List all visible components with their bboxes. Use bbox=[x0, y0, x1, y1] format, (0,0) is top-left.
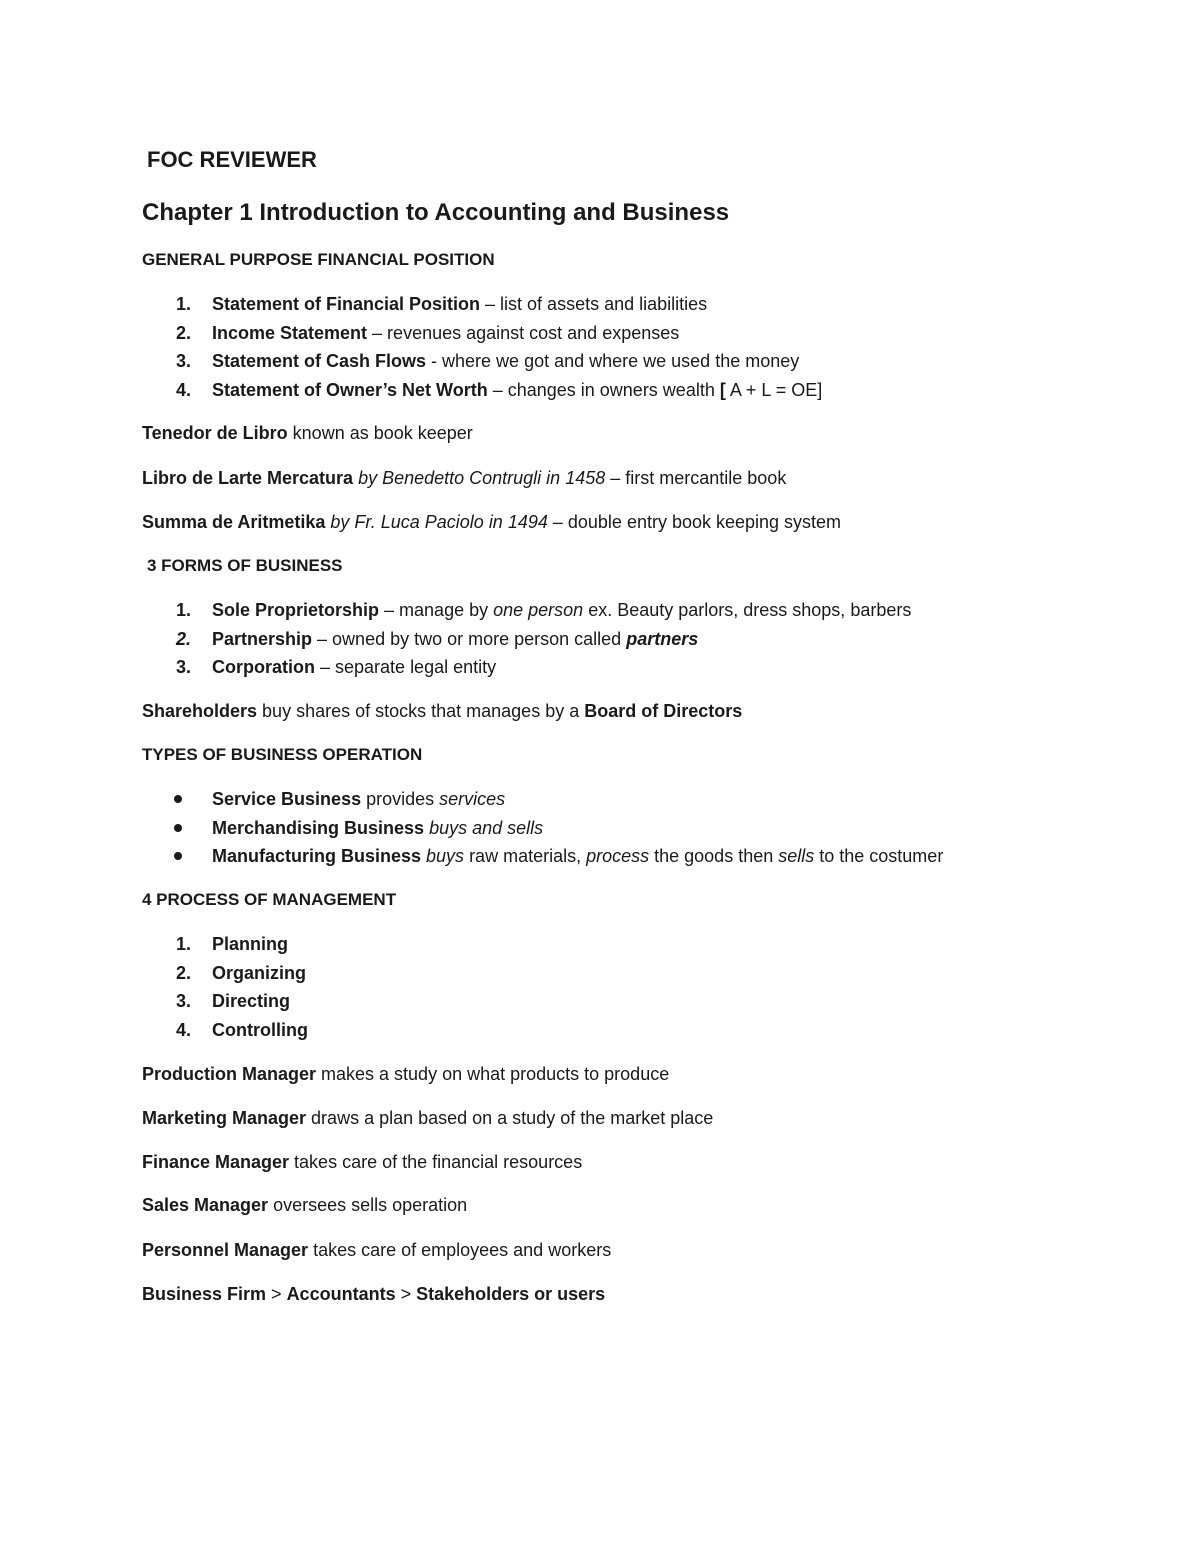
manager-term: Production Manager bbox=[142, 1064, 317, 1084]
list-number: 2. bbox=[176, 628, 192, 649]
list-item bbox=[142, 842, 943, 871]
libro-line bbox=[142, 466, 1140, 490]
operations-heading: TYPES OF BUSINESS OPERATION bbox=[142, 745, 423, 764]
list-item bbox=[142, 987, 308, 1016]
item-term: Organizing bbox=[212, 962, 306, 983]
financial-statements-list bbox=[142, 290, 822, 404]
forms-heading: 3 FORMS OF BUSINESS bbox=[147, 556, 343, 575]
item-desc: raw materials, bbox=[464, 846, 587, 866]
item-term: Manufacturing Business bbox=[212, 846, 422, 866]
tenedor-term: Tenedor de Libro bbox=[142, 423, 288, 443]
production-manager-line bbox=[142, 1062, 1140, 1086]
item-desc: – owned by two or more person called bbox=[312, 628, 627, 649]
management-process-list bbox=[142, 930, 308, 1044]
item-desc: provides bbox=[361, 789, 440, 809]
list-number: 1. bbox=[176, 934, 192, 954]
sales-manager-line bbox=[142, 1193, 1140, 1217]
item-term: Income Statement bbox=[212, 322, 368, 343]
general-purpose-heading: GENERAL PURPOSE FINANCIAL POSITION bbox=[142, 250, 495, 269]
item-term: Controlling bbox=[212, 1019, 308, 1040]
manager-term: Personnel Manager bbox=[142, 1240, 309, 1260]
list-item bbox=[142, 319, 822, 348]
list-item bbox=[142, 290, 822, 319]
list-number: 2. bbox=[176, 322, 192, 343]
libro-desc: – first mercantile book bbox=[605, 468, 787, 488]
list-number: 3. bbox=[176, 991, 192, 1011]
list-item bbox=[142, 347, 822, 376]
operations-list bbox=[142, 785, 943, 871]
list-item bbox=[142, 959, 308, 988]
item-emphasis: process bbox=[586, 846, 650, 866]
list-item bbox=[142, 785, 943, 814]
item-desc: – manage by bbox=[379, 600, 494, 620]
list-number: 1. bbox=[176, 600, 192, 620]
flow-line bbox=[142, 1282, 1140, 1306]
list-item bbox=[142, 1016, 308, 1045]
flow-business-firm: Business Firm bbox=[142, 1284, 267, 1304]
chapter-heading: Chapter 1 Introduction to Accounting and Business bbox=[142, 199, 730, 226]
flow-stakeholders: Stakeholders or users bbox=[416, 1284, 606, 1304]
item-term: Service Business bbox=[212, 789, 362, 809]
finance-manager-line bbox=[142, 1150, 1140, 1174]
summa-term: Summa de Aritmetika bbox=[142, 512, 326, 532]
management-heading: 4 PROCESS OF MANAGEMENT bbox=[142, 890, 397, 909]
item-desc: – revenues against cost and expenses bbox=[367, 322, 680, 343]
item-term: Corporation bbox=[212, 657, 315, 677]
summa-author: by Fr. Luca Paciolo in 1494 bbox=[325, 512, 548, 532]
item-desc: – separate legal entity bbox=[315, 657, 497, 677]
flow-accountants: Accountants bbox=[286, 1284, 396, 1304]
item-desc: - where we got and where we used the money bbox=[426, 351, 800, 371]
item-desc: – changes in owners wealth bbox=[487, 379, 720, 400]
item-desc: – list of assets and liabilities bbox=[480, 294, 708, 314]
list-item bbox=[142, 625, 911, 654]
item-term: Merchandising Business bbox=[212, 817, 425, 838]
marketing-manager-line bbox=[142, 1106, 1140, 1130]
item-term: Statement of Financial Position bbox=[212, 294, 481, 314]
flow-separator: > bbox=[266, 1284, 287, 1304]
list-item bbox=[142, 596, 911, 625]
item-term: Partnership bbox=[212, 628, 313, 649]
flow-separator: > bbox=[395, 1284, 417, 1304]
item-emphasis: sells bbox=[778, 846, 815, 866]
item-emphasis: buys and sells bbox=[424, 817, 544, 838]
item-term: Statement of Cash Flows bbox=[212, 351, 427, 371]
list-item bbox=[142, 930, 308, 959]
summa-desc: – double entry book keeping system bbox=[547, 512, 842, 532]
shareholders-desc: buy shares of stocks that manages by a bbox=[257, 701, 585, 721]
manager-term: Sales Manager bbox=[142, 1195, 269, 1215]
list-item bbox=[142, 376, 822, 405]
list-item bbox=[142, 814, 943, 843]
list-number: 3. bbox=[176, 351, 192, 371]
list-number: 1. bbox=[176, 294, 192, 314]
libro-term: Libro de Larte Mercatura bbox=[142, 468, 354, 488]
item-desc: to the costumer bbox=[814, 846, 944, 866]
item-emphasis: partners bbox=[626, 628, 699, 649]
item-emphasis: one person bbox=[493, 600, 584, 620]
item-term: Sole Proprietorship bbox=[212, 600, 380, 620]
manager-term: Finance Manager bbox=[142, 1152, 290, 1172]
summa-line bbox=[142, 510, 1140, 534]
manager-desc: oversees sells operation bbox=[268, 1195, 468, 1215]
list-number: 2. bbox=[176, 962, 192, 983]
libro-author: by Benedetto Contrugli in 1458 bbox=[353, 468, 606, 488]
shareholders-term: Shareholders bbox=[142, 701, 258, 721]
item-term: Statement of Owner’s Net Worth bbox=[212, 379, 488, 400]
item-emphasis: services bbox=[439, 789, 506, 809]
manager-term: Marketing Manager bbox=[142, 1108, 307, 1128]
item-desc-continued: ex. Beauty parlors, dress shops, barbers bbox=[583, 600, 912, 620]
bullet-icon bbox=[174, 852, 182, 860]
item-term: Directing bbox=[212, 991, 291, 1011]
list-number: 3. bbox=[176, 657, 192, 677]
bullet-icon bbox=[174, 795, 182, 803]
document-title: FOC REVIEWER bbox=[147, 147, 317, 172]
item-desc: the goods then bbox=[649, 846, 779, 866]
tenedor-line bbox=[142, 421, 1140, 445]
manager-desc: takes care of employees and workers bbox=[308, 1240, 612, 1260]
board-term: Board of Directors bbox=[584, 701, 743, 721]
personnel-manager-line bbox=[142, 1238, 1140, 1262]
manager-desc: draws a plan based on a study of the market place bbox=[306, 1108, 714, 1128]
list-number: 4. bbox=[176, 379, 192, 400]
item-term: Planning bbox=[212, 934, 288, 954]
item-emphasis: buys bbox=[421, 846, 465, 866]
business-forms-list bbox=[142, 596, 911, 682]
list-item bbox=[142, 653, 911, 682]
shareholders-line bbox=[142, 699, 1140, 723]
manager-desc: takes care of the financial resources bbox=[289, 1152, 583, 1172]
list-number: 4. bbox=[176, 1019, 192, 1040]
formula-bracket: [ bbox=[719, 379, 726, 400]
bullet-icon bbox=[174, 824, 182, 832]
tenedor-desc: known as book keeper bbox=[287, 423, 473, 443]
formula: A + L = OE] bbox=[725, 379, 823, 400]
manager-desc: makes a study on what products to produce bbox=[316, 1064, 670, 1084]
